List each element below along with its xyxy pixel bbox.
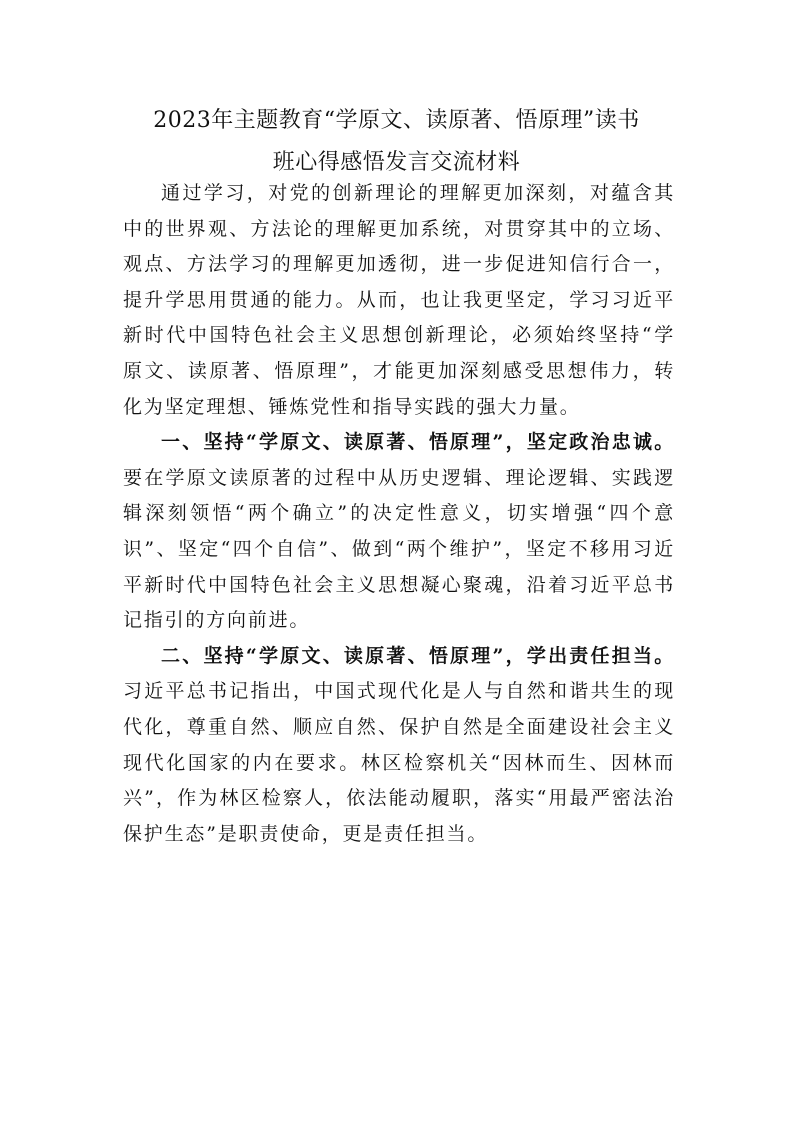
section-1-paragraph	[123, 425, 675, 639]
section-1-heading: 一、坚持“学原文、读原著、悟原理”，坚定政治忠诚。	[161, 431, 675, 454]
title-line-1: 2023年主题教育“学原文、读原著、悟原理”读书	[153, 108, 640, 133]
section-2-text: 习近平总书记指出，中国式现代化是人与自然和谐共生的现代化，尊重自然、顺应自然、保护自然是全面建设社会主义现代化国家的内在要求。林区检察机关“因林而生、因林而兴”，作为林区检察人，依法能动履职，落实“用最严密法治保护生态”是职责使命，更是责任担当。	[123, 680, 675, 845]
section-2-paragraph	[123, 639, 675, 853]
section-1-text: 要在学原文读原著的过程中从历史逻辑、理论逻辑、实践逻辑深刻领悟“两个确立”的决定性意义，切实增强“四个意识”、坚定“四个自信”、做到“两个维护”，坚定不移用习近平新时代中国特色社会主义思想凝心聚魂，沿着习近平总书记指引的方向前进。	[123, 466, 675, 632]
intro-paragraph: 通过学习，对党的创新理论的理解更加深刻，对蕴含其中的世界观、方法论的理解更加系统，对贯穿其中的立场、观点、方法学习的理解更加透彻，进一步促进知信行合一，提升学思用贯通的能力。从而，也让我更坚定，学习习近平新时代中国特色社会主义思想创新理论，必须始终坚持“学原文、读原著、悟原理”，才能更加深刻感受思想伟力，转化为坚定理想、锤炼党性和指导实践的强大力量。	[123, 182, 675, 418]
document-title	[100, 100, 693, 184]
title-line-2: 班心得感悟发言交流材料	[272, 150, 521, 175]
document-body	[123, 176, 675, 852]
section-2-heading: 二、坚持“学原文、读原著、悟原理”，学出责任担当。	[161, 644, 675, 667]
